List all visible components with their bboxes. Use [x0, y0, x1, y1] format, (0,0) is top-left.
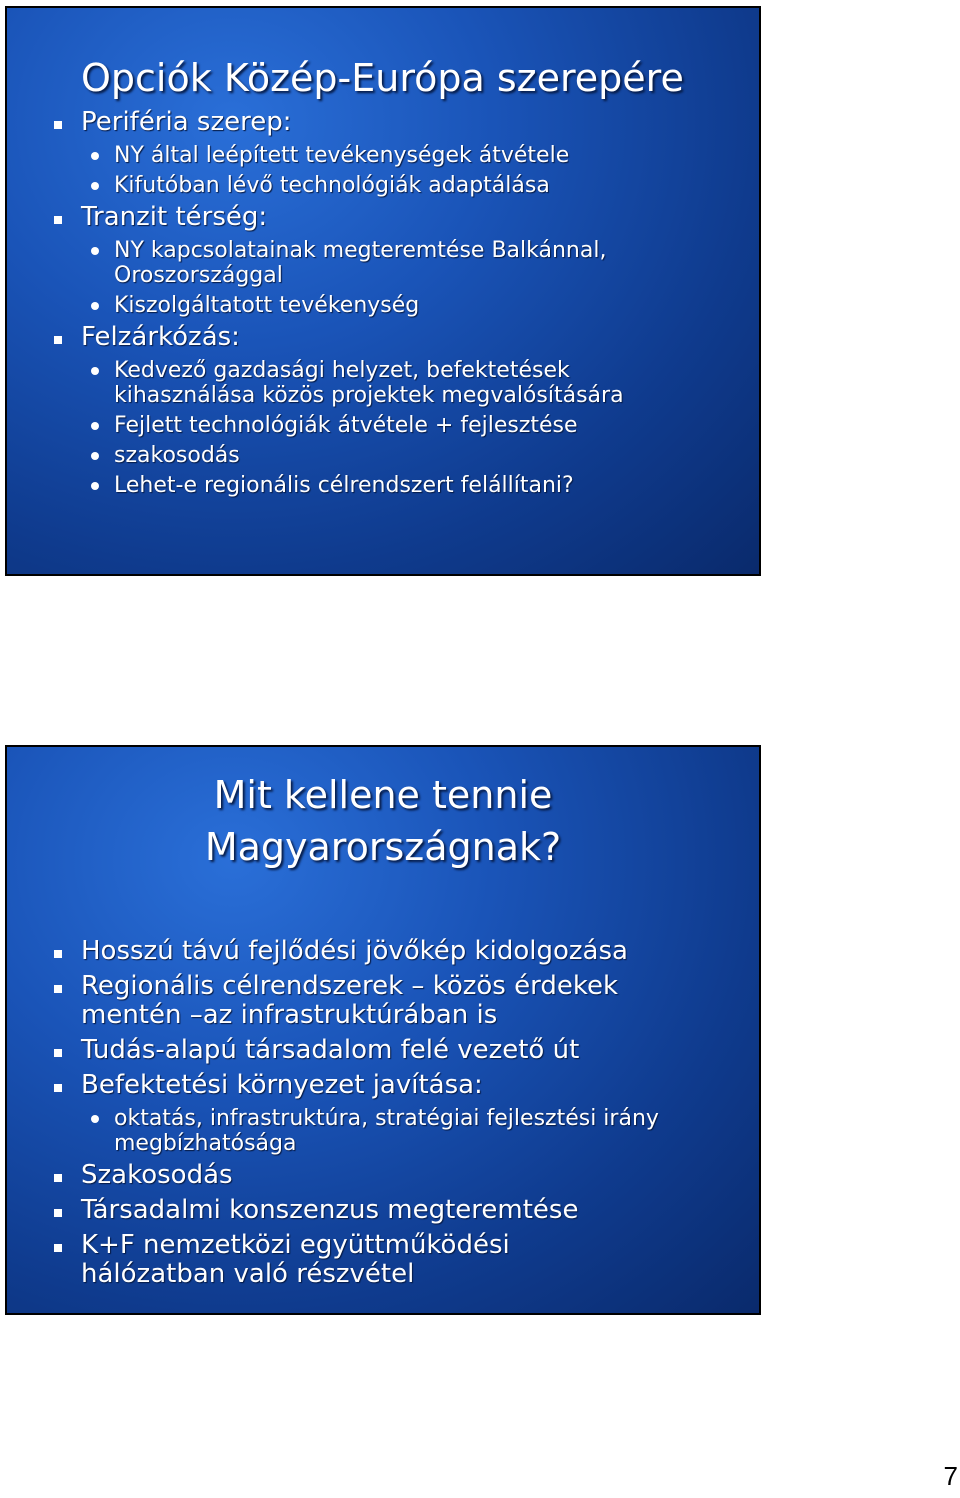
bullet-item: [7, 1071, 721, 1100]
slide-1: [5, 6, 761, 576]
bullet-text: K+F nemzetközi együttműködési hálózatban való részvétel: [81, 1230, 510, 1289]
sub-bullet-text: szakosodás: [114, 443, 240, 468]
slide-2-title-line-2: Magyarországnak?: [204, 825, 562, 869]
round-bullet-icon: [91, 422, 99, 430]
bullet-item: [7, 1231, 601, 1289]
square-bullet-icon: [54, 336, 62, 344]
bullet-text: Tranzit térség:: [81, 202, 268, 232]
round-bullet-icon: [91, 247, 99, 255]
slide-2: [5, 745, 761, 1315]
square-bullet-icon: [54, 216, 62, 224]
square-bullet-icon: [54, 121, 62, 129]
sub-bullet-text: Kifutóban lévő technológiák adaptálása: [114, 173, 550, 198]
sub-bullet-text: NY által leépített tevékenységek átvétele: [114, 143, 570, 168]
sub-bullet-item: [7, 413, 714, 438]
sub-bullet-item: [7, 293, 694, 318]
bullet-item: [7, 1036, 721, 1065]
sub-bullet-text: Kedvező gazdasági helyzet, befektetések kihasználása közös projektek megvalósítására: [114, 358, 624, 408]
square-bullet-icon: [54, 1049, 62, 1057]
square-bullet-icon: [54, 950, 62, 958]
square-bullet-icon: [54, 985, 62, 993]
round-bullet-icon: [91, 367, 99, 375]
sub-bullet-item: [7, 238, 694, 288]
sub-bullet-text: Lehet-e regionális célrendszert felállítani?: [114, 473, 574, 498]
sub-bullet-text: oktatás, infrastruktúra, stratégiai fejlesztési irány megbízhatósága: [114, 1106, 659, 1156]
round-bullet-icon: [91, 452, 99, 460]
bullet-text: Felzárkózás:: [81, 322, 240, 352]
bullet-text: Regionális célrendszerek – közös érdekek mentén –az infrastruktúrában is: [81, 971, 619, 1030]
page-number: 7: [943, 1461, 958, 1491]
bullet-item: [7, 972, 681, 1030]
square-bullet-icon: [54, 1084, 62, 1092]
square-bullet-icon: [54, 1174, 62, 1182]
sub-bullet-text: Kiszolgáltatott tevékenység: [114, 293, 420, 318]
round-bullet-icon: [91, 182, 99, 190]
slide-1-bullet-list: [7, 108, 759, 503]
sub-bullet-item: [7, 358, 714, 408]
sub-bullet-text: NY kapcsolatainak megteremtése Balkánnal, Oroszországgal: [114, 238, 607, 288]
bullet-text: Befektetési környezet javítása:: [81, 1070, 483, 1100]
round-bullet-icon: [91, 1115, 99, 1123]
round-bullet-icon: [91, 482, 99, 490]
sub-bullet-item: [7, 443, 714, 468]
square-bullet-icon: [54, 1209, 62, 1217]
sub-bullet-item: [7, 173, 674, 198]
bullet-text: Tudás-alapú társadalom felé vezető út: [81, 1035, 580, 1065]
bullet-text: Társadalmi konszenzus megteremtése: [81, 1195, 579, 1225]
sub-bullet-item: [7, 473, 714, 498]
bullet-item: [7, 1161, 721, 1190]
bullet-item: [7, 108, 721, 137]
bullet-item: [7, 323, 721, 352]
slide-2-bullet-list: [7, 937, 759, 1295]
slide-1-title: Opciók Közép-Európa szerepére: [81, 56, 684, 100]
slide-2-title: [7, 769, 759, 873]
square-bullet-icon: [54, 1244, 62, 1252]
bullet-item: [7, 1196, 721, 1225]
bullet-item: [7, 203, 721, 232]
sub-bullet-text: Fejlett technológiák átvétele + fejlesztése: [114, 413, 578, 438]
sub-bullet-item: [7, 143, 674, 168]
round-bullet-icon: [91, 152, 99, 160]
bullet-text: Periféria szerep:: [81, 107, 292, 137]
bullet-text: Szakosodás: [81, 1160, 233, 1190]
sub-bullet-item: [7, 1106, 694, 1156]
round-bullet-icon: [91, 302, 99, 310]
bullet-text: Hosszú távú fejlődési jövőkép kidolgozása: [81, 936, 628, 966]
slide-2-title-line-1: Mit kellene tennie: [213, 773, 553, 817]
bullet-item: [7, 937, 721, 966]
